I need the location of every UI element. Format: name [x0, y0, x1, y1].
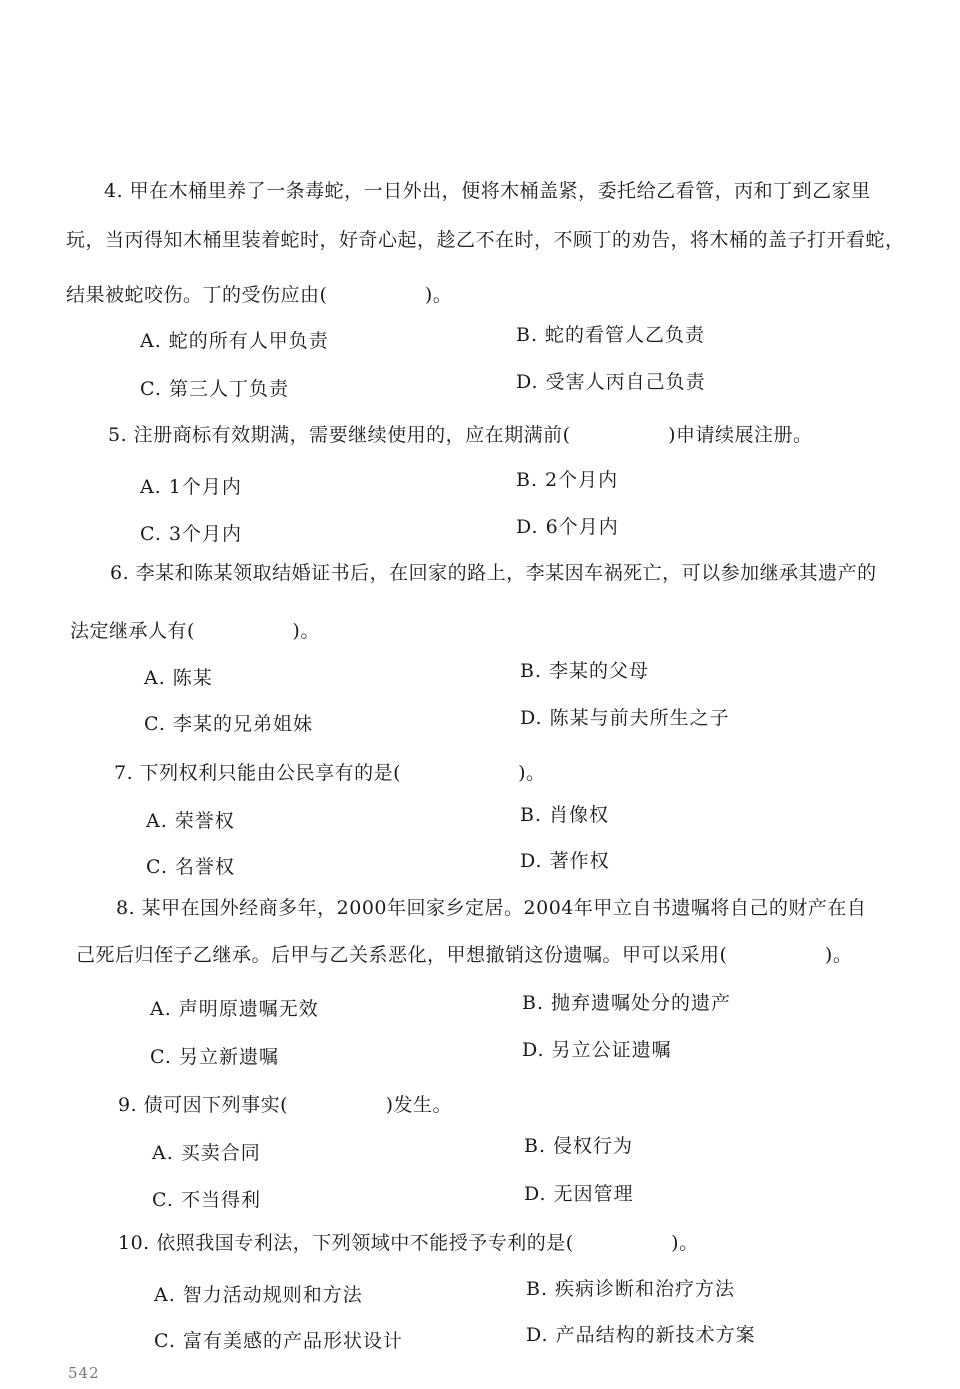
- question-7-line-1: 7. 下列权利只能由公民享有的是( )。: [114, 762, 546, 784]
- question-6-line-1: 6. 李某和陈某领取结婚证书后，在回家的路上，李某因车祸死亡，可以参加继承其遗产的: [110, 562, 877, 584]
- question-7-option-d: D. 著作权: [520, 850, 610, 872]
- question-9-option-d: D. 无因管理: [524, 1183, 634, 1205]
- question-8-option-b: B. 抛弃遗嘱处分的遗产: [522, 992, 732, 1014]
- question-10-option-a: A. 智力活动规则和方法: [154, 1284, 363, 1306]
- question-4-option-a: A. 蛇的所有人甲负责: [140, 330, 329, 352]
- question-9-option-b: B. 侵权行为: [524, 1135, 634, 1157]
- question-10-option-d: D. 产品结构的新技术方案: [526, 1324, 756, 1346]
- question-10-option-c: C. 富有美感的产品形状设计: [154, 1330, 403, 1352]
- question-4-option-b: B. 蛇的看管人乙负责: [516, 324, 706, 346]
- page-number: 542: [68, 1364, 100, 1382]
- question-6-line-2: 法定继承人有( )。: [70, 620, 320, 642]
- question-6-option-c: C. 李某的兄弟姐妹: [144, 713, 313, 735]
- question-10-option-b: B. 疾病诊断和治疗方法: [526, 1278, 736, 1300]
- question-4-line-2: 玩，当丙得知木桶里装着蛇时，好奇心起，趁乙不在时，不顾丁的劝告，将木桶的盖子打开看蛇，: [66, 229, 905, 251]
- question-7-option-c: C. 名誉权: [146, 856, 235, 878]
- question-9-option-a: A. 买卖合同: [152, 1142, 261, 1164]
- question-5-option-b: B. 2个月内: [516, 469, 619, 491]
- question-7-option-a: A. 荣誉权: [146, 810, 235, 832]
- question-10-line-1: 10. 依照我国专利法，下列领域中不能授予专利的是( )。: [118, 1232, 699, 1254]
- question-8-option-a: A. 声明原遗嘱无效: [150, 998, 319, 1020]
- question-6-option-a: A. 陈某: [144, 667, 213, 689]
- question-7-option-b: B. 肖像权: [520, 804, 610, 826]
- question-8-line-2: 己死后归侄子乙继承。后甲与乙关系恶化，甲想撤销这份遗嘱。甲可以采用( )。: [76, 944, 853, 966]
- question-6-option-b: B. 李某的父母: [520, 660, 650, 682]
- question-9-line-1: 9. 债可因下列事实( )发生。: [118, 1094, 452, 1116]
- question-4-line-1: 4. 甲在木桶里养了一条毒蛇，一日外出，便将木桶盖紧，委托给乙看管，丙和丁到乙家里: [104, 180, 871, 202]
- question-8-line-1: 8. 某甲在国外经商多年，2000年回家乡定居。2004年甲立自书遗嘱将自己的财产在自: [116, 897, 867, 919]
- question-5-option-c: C. 3个月内: [140, 523, 243, 545]
- question-9-option-c: C. 不当得利: [152, 1189, 261, 1211]
- question-5-option-a: A. 1个月内: [140, 476, 242, 498]
- question-8-option-d: D. 另立公证遗嘱: [522, 1039, 672, 1061]
- question-4-option-c: C. 第三人丁负责: [140, 378, 289, 400]
- question-5-line-1: 5. 注册商标有效期满，需要继续使用的，应在期满前( )申请续展注册。: [108, 424, 813, 446]
- question-4-line-3: 结果被蛇咬伤。丁的受伤应由( )。: [66, 284, 453, 306]
- question-6-option-d: D. 陈某与前夫所生之子: [520, 707, 730, 729]
- question-8-option-c: C. 另立新遗嘱: [150, 1046, 279, 1068]
- question-5-option-d: D. 6个月内: [516, 516, 619, 538]
- question-4-option-d: D. 受害人丙自己负责: [516, 371, 706, 393]
